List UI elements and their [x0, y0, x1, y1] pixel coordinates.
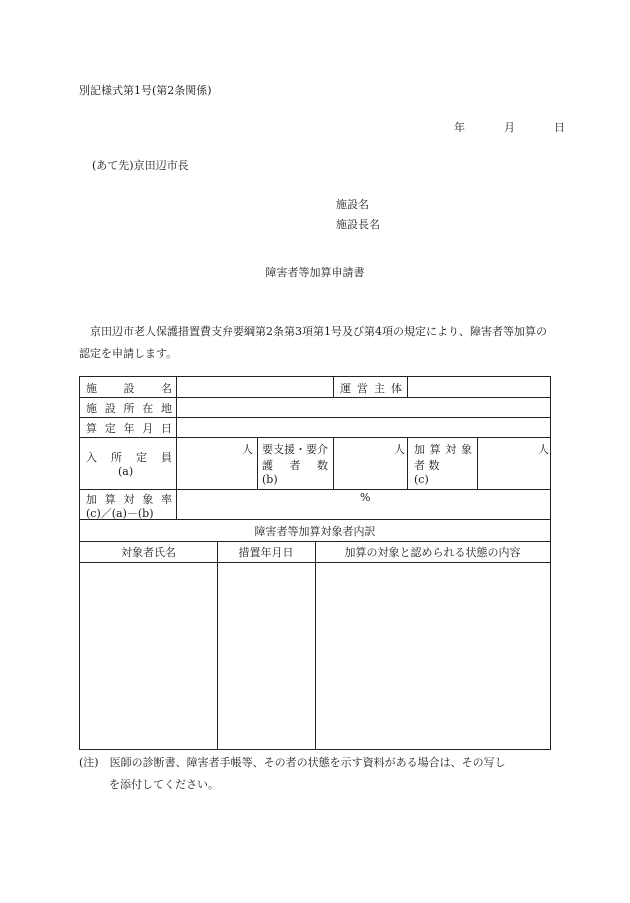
- care-label-2: 護 者 数: [262, 459, 328, 472]
- note-line-1: (注) 医師の診断書、障害者手帳等、その者の状態を示す資料がある場合は、その写し: [79, 756, 506, 769]
- target-unit: 人: [538, 443, 549, 456]
- facility-block: [336, 195, 380, 235]
- target-label-2: 者 数: [414, 459, 440, 472]
- rate-formula: (c)／(a)－(b): [86, 507, 154, 520]
- addressee: (あて先)京田辺市長: [92, 159, 189, 172]
- date-day: 日: [554, 121, 565, 134]
- document-title: 障害者等加算申請書: [265, 266, 365, 279]
- care-code: (b): [262, 473, 278, 486]
- date-line: [454, 119, 565, 135]
- body-text: 京田辺市老人保護措置費支弁要綱第2条第3項第1号及び第4項の規定により、障害者等加算の認定を申請します。: [79, 325, 547, 360]
- facility-name-label-cell: 施 設 名: [86, 382, 172, 395]
- target-code: (c): [414, 473, 429, 486]
- col-state-header: 加算の対象と認められる状態の内容: [344, 546, 521, 559]
- facility-location-label: 施 設 所 在 地: [86, 402, 172, 415]
- facility-name-label: 施設名: [336, 198, 369, 211]
- capacity-unit: 人: [242, 443, 253, 456]
- capacity-label: 入 所 定 員: [86, 451, 172, 464]
- note-line-2: を添付してください。: [109, 778, 219, 791]
- percent-sign: %: [360, 491, 371, 504]
- form-id: 別記様式第1号(第2条関係): [79, 84, 212, 97]
- col-name-header: 対象者氏名: [121, 546, 176, 559]
- col-date-header: 措置年月日: [238, 546, 294, 559]
- target-label-1: 加 算 対 象: [414, 443, 472, 456]
- rate-label: 加 算 対 象 率: [86, 493, 172, 506]
- breakdown-title: 障害者等加算対象者内訳: [254, 525, 376, 538]
- operator-label-cell: 運 営 主 体: [340, 382, 402, 395]
- application-table: [79, 376, 551, 750]
- date-year: 年: [454, 121, 465, 134]
- note: [79, 752, 559, 796]
- care-unit: 人: [394, 443, 405, 456]
- facility-head-label: 施設長名: [336, 218, 380, 231]
- calc-date-label: 算 定 年 月 日: [86, 422, 172, 435]
- capacity-code: (a): [118, 465, 134, 478]
- care-label-1: 要支援・要介: [262, 443, 328, 456]
- date-month: 月: [504, 121, 515, 134]
